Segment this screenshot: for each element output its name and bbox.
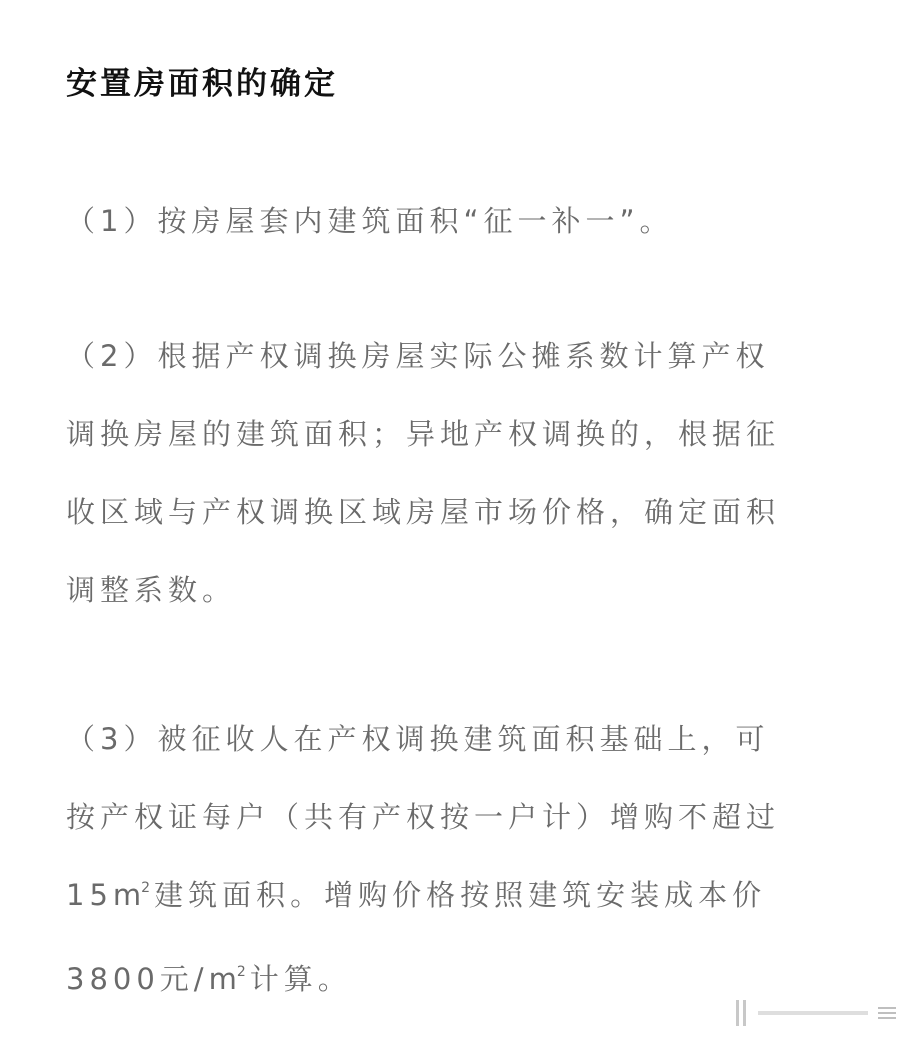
paragraph-1 [66, 182, 866, 260]
paragraph-3-line-2: 按产权证每户（共有产权按一户计）增购不超过 [66, 800, 781, 834]
paragraph-3-line-3-text: 建筑面积。增购价格按照建筑安装成本价 [154, 878, 767, 912]
price-unit-superscript: 2 [236, 964, 250, 980]
price-number: 3800元/ [66, 962, 209, 996]
paragraph-2-line-3: 收区域与产权调换区域房屋市场价格，确定面积 [66, 495, 781, 529]
paragraph-1-line-1: （1）按房屋套内建筑面积“征一补一”。 [66, 204, 674, 238]
area-number: 15 [66, 878, 113, 912]
watermark-menu-icon [878, 1007, 896, 1019]
article-title: 安置房面积的确定 [66, 66, 338, 102]
paragraph-2-line-2: 调换房屋的建筑面积；异地产权调换的，根据征 [66, 417, 781, 451]
paragraph-2-line-1: （2）根据产权调换房屋实际公摊系数计算产权 [66, 339, 770, 373]
paragraph-3 [66, 700, 866, 1024]
paragraph-3-line-1: （3）被征收人在产权调换建筑面积基础上，可 [66, 722, 770, 756]
watermark-icon [736, 996, 906, 1030]
area-unit: m [112, 878, 142, 912]
price-unit: m [208, 962, 237, 996]
area-unit-superscript: 2 [141, 880, 155, 896]
watermark-line-icon [758, 1011, 868, 1015]
watermark-bar-icon [736, 1000, 739, 1026]
watermark-bar-icon [743, 1000, 746, 1026]
paragraph-2-line-4: 调整系数。 [66, 573, 237, 607]
paragraph-3-line-4-text: 计算。 [249, 962, 352, 996]
paragraph-3-line-3 [66, 856, 866, 940]
paragraph-2 [66, 317, 866, 629]
